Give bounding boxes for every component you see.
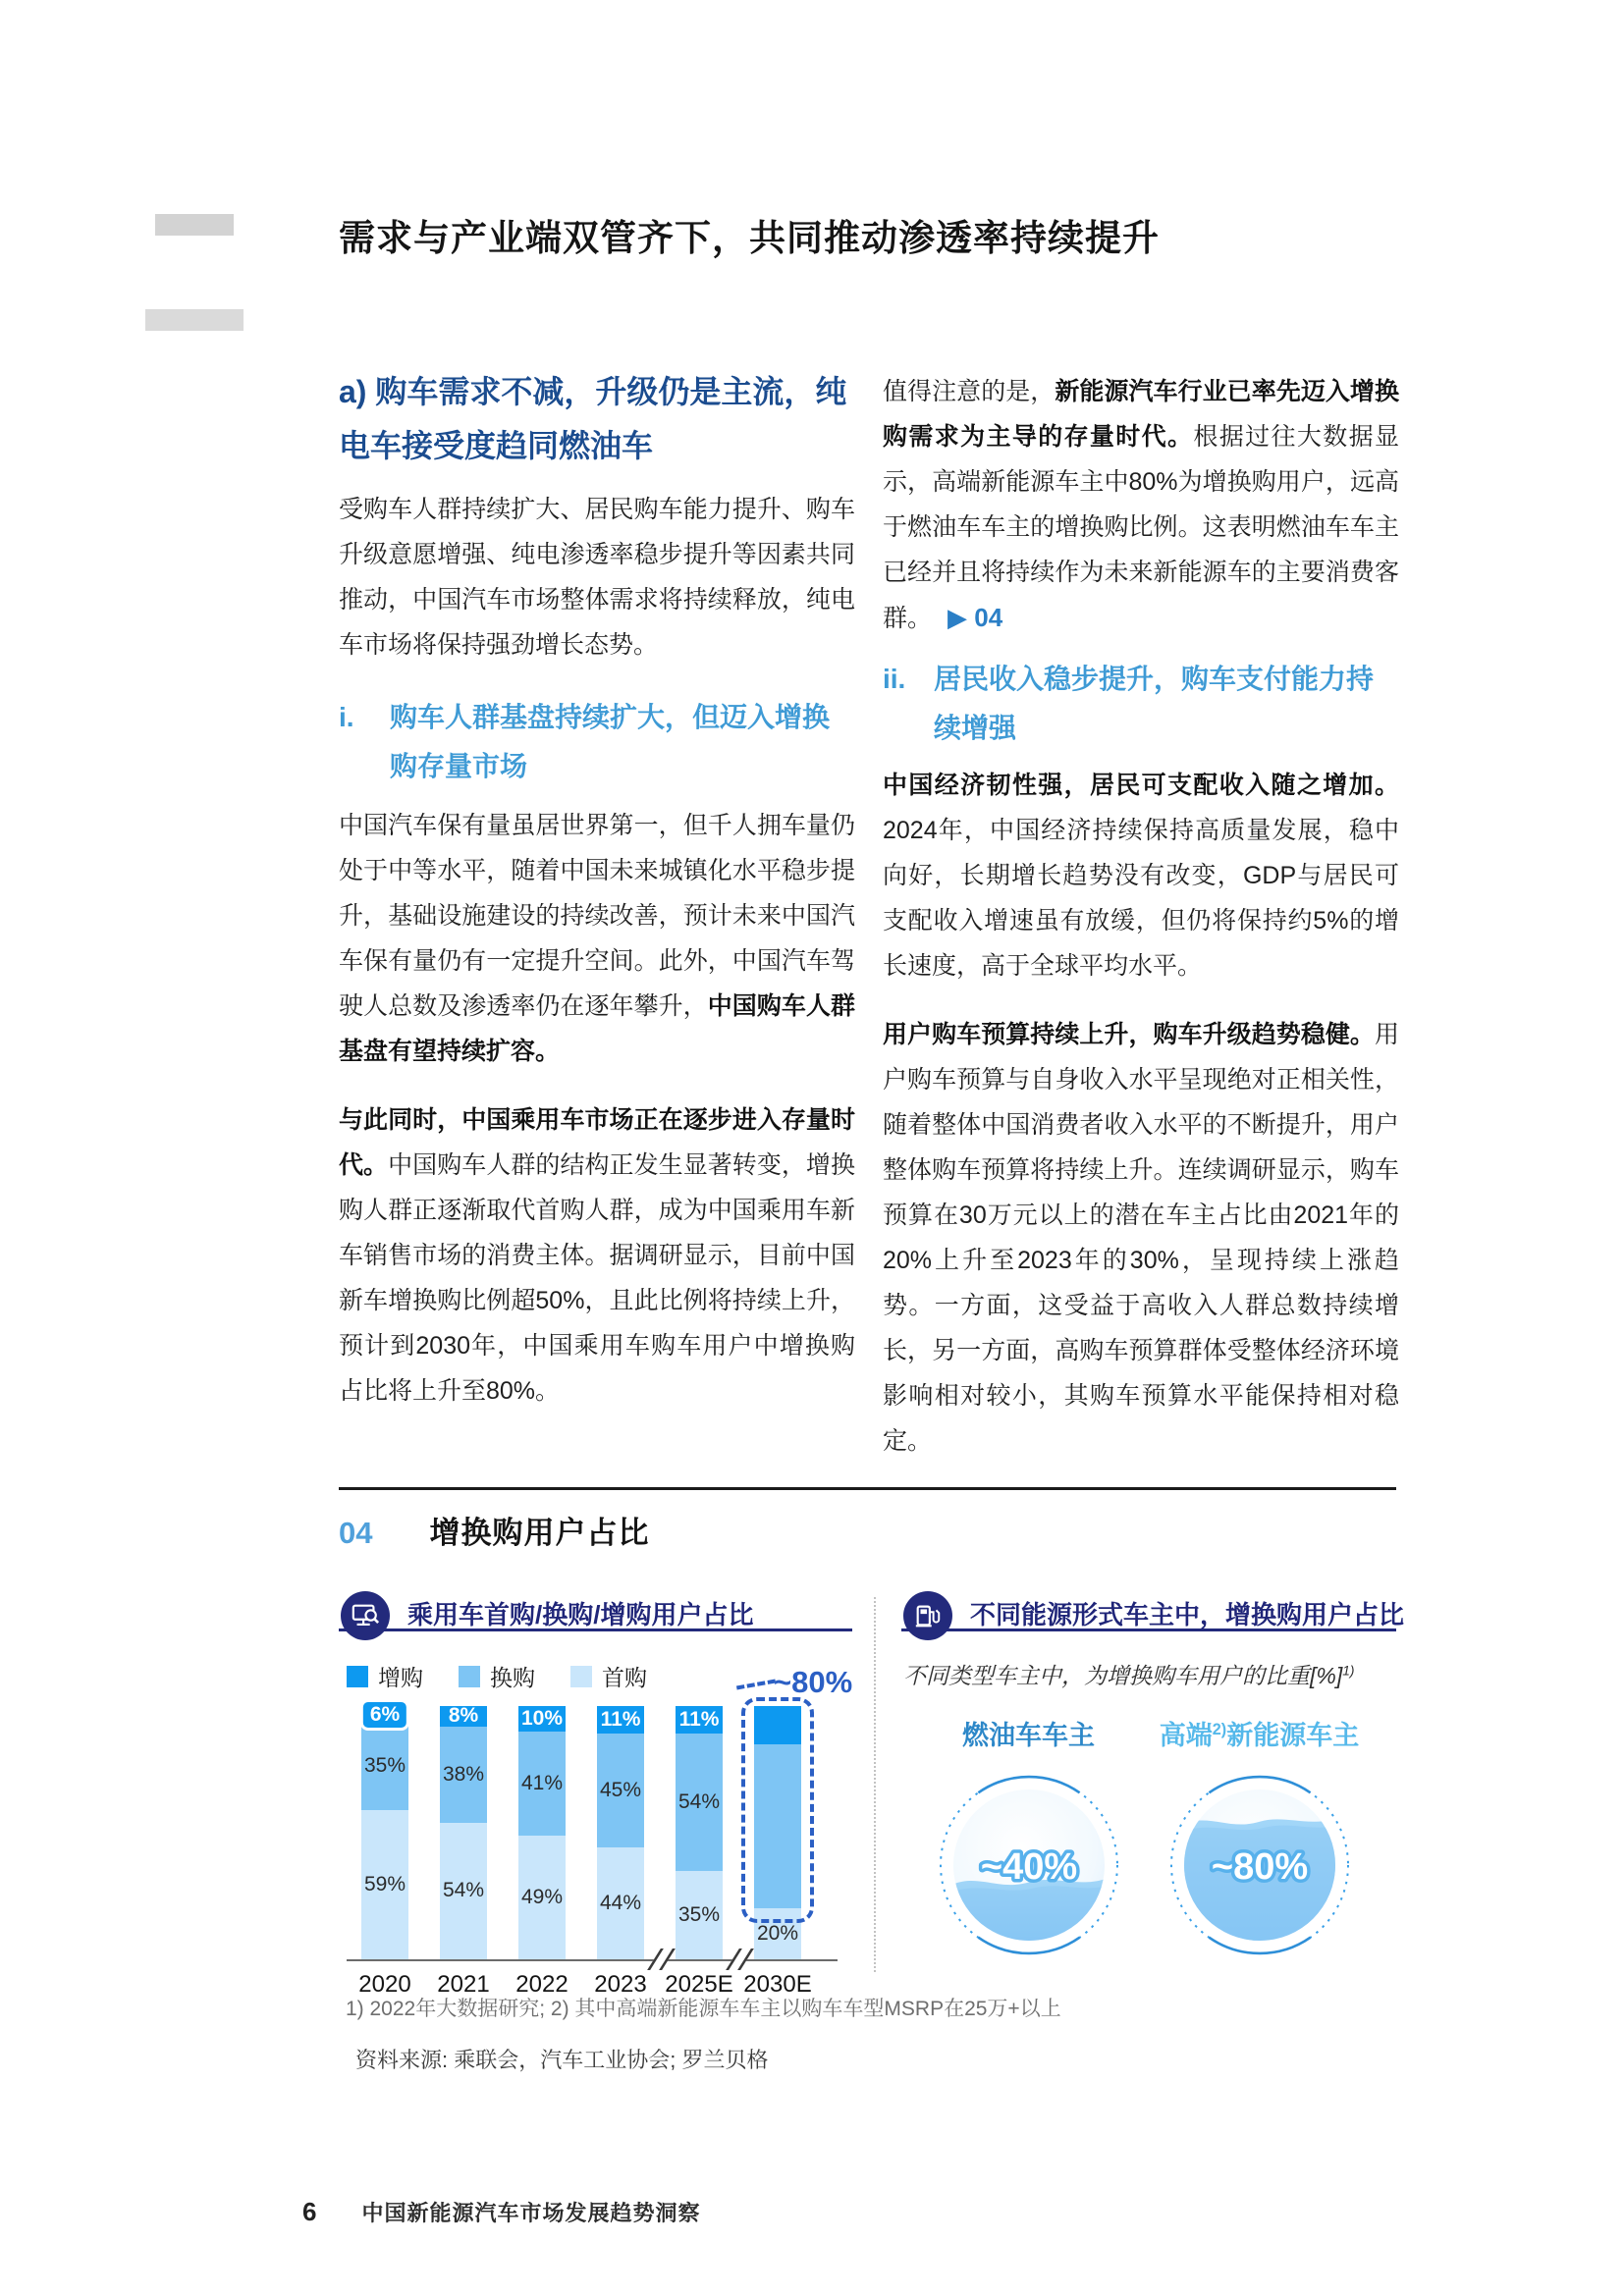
paragraph: [339, 487, 855, 667]
x-axis-category-label: 2022: [515, 1971, 568, 1998]
gauge-label-part: 高端: [1159, 1721, 1213, 1750]
x-axis-category-label: 2023: [594, 1971, 647, 1998]
bar: [515, 1706, 568, 1998]
gauge-graphic: [1166, 1772, 1353, 1963]
exhibit-top-rule: [339, 1487, 1396, 1490]
bar-segment-label: 45%: [599, 1779, 642, 1802]
paragraph-text: 用户购车预算与自身收入水平呈现绝对正相关性，随着整体中国消费者收入水平的不断提升，用户整体购车预算将持续上升。连续调研显示，购车预算在30万元以上的潜在车主占比由2021年的20%上升至2023年的30%，呈现持续上涨趋势。一方面，这受益于高收入人群总数持续增长，另一方面，高购车预算群体受整体经济环境影响相对较小，其购车预算水平能保持相对稳定。: [883, 1021, 1399, 1455]
subsection-number: i.: [339, 702, 354, 732]
exhibit-panels: [339, 1593, 1405, 2010]
bar-segment: [518, 1706, 566, 1732]
bar-segment-label: 35%: [677, 1902, 721, 1926]
legend-item: [570, 1660, 647, 1692]
gauge-panel: [901, 1593, 1405, 2010]
exhibit-number: 04: [339, 1516, 373, 1550]
bar-segment: [440, 1823, 487, 1959]
energy-types-icon: [903, 1591, 952, 1640]
panel-header: [339, 1593, 852, 1644]
subsection-i-heading: [339, 693, 855, 791]
paragraph: [883, 1012, 1399, 1464]
exhibit-04: [339, 1487, 1405, 2010]
x-axis-category-label: 2025E: [665, 1971, 733, 1998]
bar-segment-label: 10%: [520, 1706, 564, 1730]
bar-segment: [597, 1734, 644, 1847]
paragraph-bold-text: 新能源汽车行业已率先迈入增换购需求为主导的存量时代。: [883, 378, 1399, 451]
exhibit-title: 增换购用户占比: [429, 1516, 650, 1550]
bar-segment: [361, 1721, 408, 1809]
paragraph-bold-text: 中国购车人群基盘有望持续扩容。: [339, 992, 855, 1065]
paragraph-bold-text: 中国经济韧性强，居民可支配收入随之增加。: [883, 772, 1399, 799]
bar-segment-label: 54%: [442, 1879, 485, 1902]
bar-segment-label: 54%: [677, 1790, 721, 1814]
exhibit-footnote: 1) 2022年大数据研究; 2) 其中高端新能源车车主以购车车型MSRP在25万+以上: [346, 1998, 1061, 2020]
bar-segment: [676, 1734, 723, 1870]
bar-segment-label: 41%: [520, 1771, 564, 1794]
gauge-chart-title: 不同能源形式车主中，增换购用户占比: [970, 1600, 1405, 1629]
body-columns: [339, 365, 1399, 1464]
bar-segment-label: 44%: [599, 1892, 642, 1915]
subsection-number: ii.: [883, 664, 906, 694]
x-axis-category-label: 2020: [358, 1971, 411, 1998]
annotation-value-label: ~80%: [774, 1665, 853, 1699]
bar-stack: [597, 1706, 644, 1959]
bar-segment: [361, 1810, 408, 1959]
subsection-title: 购车人群基盘持续扩大，但迈入增换购存量市场: [390, 702, 831, 781]
paragraph: [339, 803, 855, 1074]
bar-stack: [361, 1703, 408, 1959]
x-axis-line: [347, 1959, 838, 1961]
page-title: 需求与产业端双管齐下，共同推动渗透率持续提升: [339, 218, 1160, 258]
legend-item: [459, 1660, 535, 1692]
paragraph-bold-text: 与此同时，中国乘用车市场正在逐步进入存量时代。: [339, 1106, 855, 1179]
bar-stack: [440, 1706, 487, 1959]
bar-segment: [361, 1703, 408, 1726]
bar-segment: [440, 1727, 487, 1823]
paragraph: [883, 369, 1399, 641]
research-chart-icon: [341, 1591, 390, 1640]
bar: [437, 1704, 490, 1998]
legend-label: 首购: [602, 1665, 647, 1690]
bar-segment-label: 49%: [520, 1885, 564, 1908]
subsection-ii-heading: [883, 655, 1399, 753]
section-a-heading: a) 购车需求不减，升级仍是主流，纯电车接受度趋同燃油车: [339, 374, 847, 463]
bar-segment-label: 35%: [363, 1753, 406, 1777]
gauge-label: [1160, 1714, 1359, 1752]
x-axis-category-label: 2030E: [743, 1971, 812, 1998]
page-footer: [302, 2197, 700, 2227]
subtitle-text: 不同类型车主中，为增换购车用户的比重[%]: [903, 1663, 1343, 1688]
paragraph-text: 受购车人群持续扩大、居民购车能力提升、购车升级意愿增强、纯电渗透率稳步提升等因素共同推动，中国汽车市场整体需求将持续释放，纯电车市场将保持强劲增长态势。: [339, 496, 855, 659]
footer-booklet-title: 中国新能源汽车市场发展趋势洞察: [361, 2201, 701, 2225]
panel-header: [901, 1593, 1405, 1644]
bar-segment-label: 11%: [678, 1708, 720, 1732]
decorative-bar-1: [155, 214, 234, 236]
paragraph: [883, 763, 1399, 988]
legend-swatch: [459, 1666, 480, 1687]
bar-stack: [676, 1706, 723, 1959]
bar-segment: [518, 1836, 566, 1959]
bar-segment: [440, 1706, 487, 1727]
bar: [594, 1706, 647, 1998]
svg-text:~40%: ~40%: [980, 1846, 1077, 1888]
bar-segment: [597, 1847, 644, 1959]
gauge-label: 燃油车车主: [962, 1721, 1095, 1750]
legend-label: 增购: [378, 1665, 423, 1690]
left-column: [339, 365, 855, 1464]
bar-segment-label: 6%: [360, 1699, 409, 1731]
bar: [665, 1706, 733, 1998]
bar-segment-label: 20%: [756, 1922, 799, 1946]
bar: [743, 1665, 853, 1998]
bar-segment-label: 8%: [448, 1704, 479, 1728]
gauge-label-part: 2): [1212, 1721, 1227, 1738]
bar-segment-label: 38%: [442, 1762, 485, 1786]
bar-chart-title: 乘用车首购/换购/增购用户占比: [407, 1600, 754, 1629]
gauges-container: [901, 1714, 1396, 1963]
page-number: 6: [302, 2197, 317, 2226]
legend-swatch: [570, 1666, 592, 1687]
gauge: [1144, 1714, 1375, 1963]
decorative-bar-2: [145, 309, 244, 331]
exhibit-reference: ▶ 04: [947, 603, 1003, 632]
bar: [358, 1703, 411, 1998]
bar-segment: [518, 1732, 566, 1836]
bar-segment: [676, 1706, 723, 1734]
subtitle-footnote-marker: 1): [1342, 1663, 1355, 1679]
bar-segment: [676, 1871, 723, 1959]
right-column: [883, 365, 1399, 1464]
legend-swatch: [347, 1666, 368, 1687]
stacked-bar-panel: [339, 1593, 852, 2010]
paragraph-bold-text: 用户购车预算持续上升，购车升级趋势稳健。: [883, 1021, 1375, 1048]
paragraph-text: 中国购车人群的结构正发生显著转变，增换购人群正逐渐取代首购人群，成为中国乘用车新车销售市场的消费主体。据调研显示，目前中国新车增换购比例超50%，且此比例将持续上升，预计到2030年，中国乘用车购车用户中增换购占比将上升至80%。: [339, 1151, 855, 1405]
bar-stack: [518, 1706, 566, 1959]
bar-segment-label: 59%: [363, 1872, 406, 1896]
x-axis-category-label: 2021: [437, 1971, 490, 1998]
panel-divider: [874, 1597, 876, 1972]
bar-segment-label: 11%: [600, 1708, 641, 1732]
svg-text:~80%: ~80%: [1211, 1846, 1308, 1888]
exhibit-source: 资料来源: 乘联会，汽车工业协会; 罗兰贝格: [355, 2048, 769, 2072]
gauge-chart-subtitle: [901, 1658, 1396, 1690]
legend-item: [347, 1660, 423, 1692]
bar-segment: [597, 1706, 644, 1734]
subsection-title: 居民收入稳步提升，购车支付能力持续增强: [934, 664, 1375, 743]
paragraph-text: 中国汽车保有量虽居世界第一，但千人拥车量仍处于中等水平，随着中国未来城镇化水平稳步提升，基础设施建设的持续改善，预计未来中国汽车保有量仍有一定提升空间。此外，中国汽车驾驶人总数及渗透率仍在逐年攀升，: [339, 812, 855, 1020]
legend-label: 换购: [490, 1665, 535, 1690]
gauge-label-part: 新能源车主: [1226, 1721, 1360, 1750]
gauge-graphic: [936, 1772, 1122, 1963]
paragraph: [339, 1097, 855, 1414]
gauge: [913, 1714, 1144, 1963]
annotation-dashed-box: [741, 1697, 814, 1923]
paragraph-text: 2024年，中国经济持续保持高质量发展，稳中向好，长期增长趋势没有改变，GDP与居民可支配收入增速虽有放缓，但仍将保持约5%的增长速度，高于全球平均水平。: [883, 817, 1399, 980]
paragraph-text: 值得注意的是，: [883, 378, 1056, 405]
exhibit-header: [339, 1508, 1396, 1552]
paragraph-text: 根据过往大数据显示，高端新能源车主中80%为增换购用户，远高于燃油车车主的增换购比例。这表明燃油车车主已经并且将持续作为未来新能源车的主要消费客群。: [883, 423, 1399, 632]
